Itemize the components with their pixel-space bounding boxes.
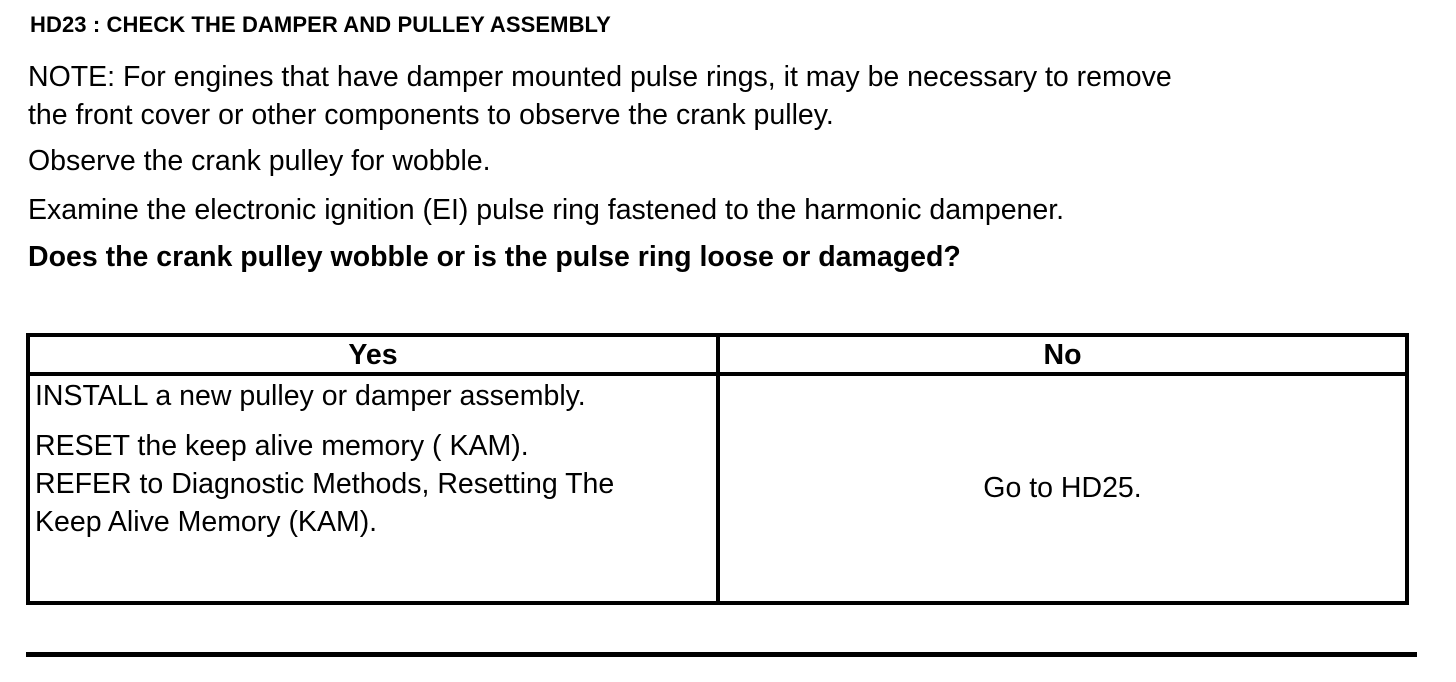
step-heading: HD23 : CHECK THE DAMPER AND PULLEY ASSEMBLY (30, 12, 611, 37)
table-row (28, 374, 1407, 603)
decision-question: Does the crank pulley wobble or is the pulse ring loose or damaged? (28, 241, 961, 273)
table-header-row (28, 335, 1407, 374)
bottom-divider (26, 652, 1417, 657)
no-action-goto: Go to HD25. (983, 472, 1142, 504)
decision-table (26, 333, 1409, 605)
observe-instruction: Observe the crank pulley for wobble. (28, 145, 491, 177)
no-header: No (718, 335, 1407, 374)
yes-action-install: INSTALL a new pulley or damper assembly. (35, 380, 586, 412)
no-action-cell (718, 374, 1407, 603)
yes-action-cell (28, 374, 718, 603)
note-line-1: NOTE: For engines that have damper mounted pulse rings, it may be necessary to remove (28, 61, 1172, 93)
note-line-2: the front cover or other components to observe the crank pulley. (28, 99, 834, 131)
yes-header: Yes (28, 335, 718, 374)
examine-instruction: Examine the electronic ignition (EI) pulse ring fastened to the harmonic dampener. (28, 194, 1065, 226)
yes-action-reset: RESET the keep alive memory ( KAM). REFER to Diagnostic Methods, Resetting The Keep Alive Memory (KAM). (35, 430, 615, 538)
note-paragraph (28, 58, 1172, 134)
